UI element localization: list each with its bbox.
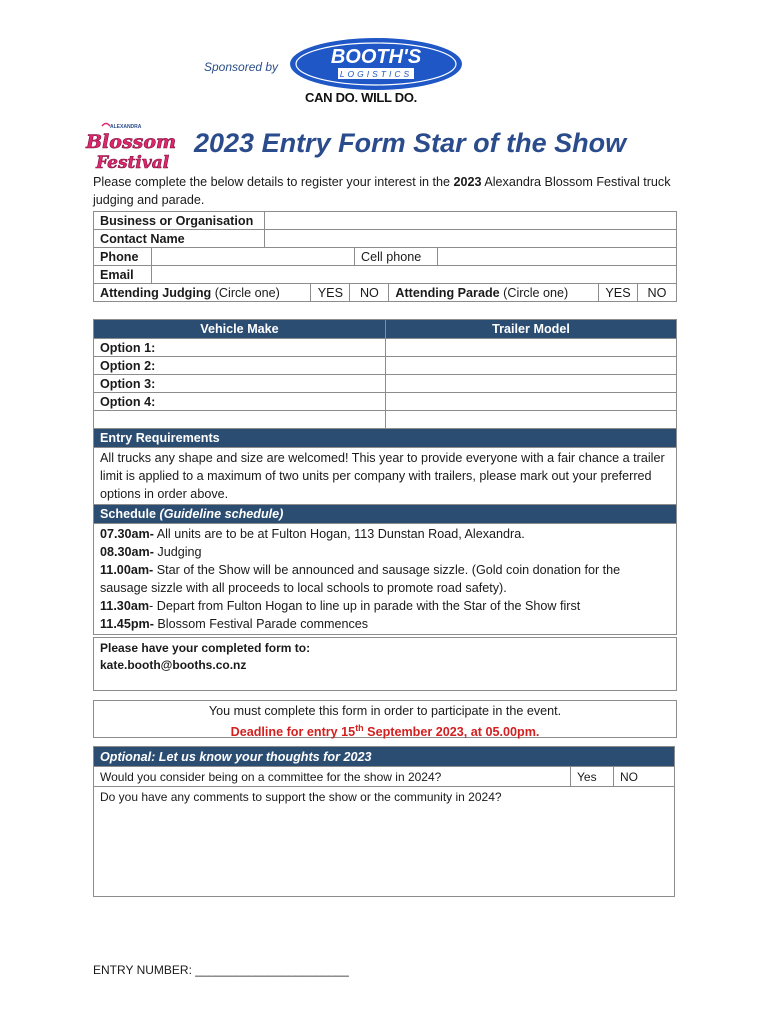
option-4-trailer-field[interactable] bbox=[386, 393, 677, 411]
optional-feedback-table bbox=[93, 746, 675, 897]
cell-phone-field[interactable] bbox=[438, 248, 677, 265]
festival-logo-line2: Festival bbox=[96, 153, 170, 173]
schedule-item: 11.45pm- Blossom Festival Parade commences bbox=[100, 617, 369, 631]
trailer-model-header: Trailer Model bbox=[386, 320, 677, 339]
vehicle-make-header: Vehicle Make bbox=[94, 320, 386, 339]
comments-field[interactable] bbox=[94, 787, 675, 897]
send-form-box bbox=[93, 637, 677, 691]
email-label: Email bbox=[94, 266, 152, 283]
schedule-list bbox=[94, 524, 677, 635]
schedule-heading: Schedule (Guideline schedule) bbox=[94, 505, 677, 524]
attending-parade-label: Attending Parade (Circle one) bbox=[389, 284, 599, 301]
deadline-notice-box bbox=[93, 700, 677, 738]
must-complete-text: You must complete this form in order to participate in the event. bbox=[208, 704, 562, 718]
schedule-item: 11.30am- Depart from Fulton Hogan to line up in parade with the Star of the Show first bbox=[100, 599, 581, 613]
contact-field[interactable] bbox=[265, 230, 677, 248]
option-2-label[interactable]: Option 2: bbox=[94, 357, 386, 375]
option-1-trailer-field[interactable] bbox=[386, 339, 677, 357]
business-field[interactable] bbox=[265, 212, 677, 230]
option-4-label[interactable]: Option 4: bbox=[94, 393, 386, 411]
option-5-trailer-field[interactable] bbox=[386, 411, 677, 429]
schedule-item: 08.30am- Judging bbox=[100, 545, 202, 559]
contact-info-table bbox=[93, 211, 677, 302]
cell-phone-label: Cell phone bbox=[355, 248, 438, 265]
committee-yes-option[interactable]: Yes bbox=[571, 767, 614, 787]
sponsor-tagline: CAN DO. WILL DO. bbox=[305, 90, 417, 105]
attending-judging-label: Attending Judging (Circle one) bbox=[94, 284, 311, 301]
option-3-trailer-field[interactable] bbox=[386, 375, 677, 393]
phone-field[interactable] bbox=[152, 248, 355, 265]
option-5-make-field[interactable] bbox=[94, 411, 386, 429]
sponsored-by-label: Sponsored by bbox=[204, 60, 279, 74]
committee-question: Would you consider being on a committee for the show in 2024? bbox=[94, 767, 571, 787]
schedule-item: 07.30am- All units are to be at Fulton Hogan, 113 Dunstan Road, Alexandra. bbox=[100, 527, 525, 541]
deadline-text: Deadline for entry 15th September 2023, at 05.00pm. bbox=[230, 723, 540, 740]
committee-no-option[interactable]: NO bbox=[614, 767, 675, 787]
parade-no-option[interactable]: NO bbox=[647, 285, 667, 300]
vehicle-options-table bbox=[93, 319, 677, 429]
email-field[interactable] bbox=[152, 266, 677, 283]
schedule-item: 11.00am- Star of the Show will be announced and sausage sizzle. (Gold coin donation for the sausage sizzle with all proceeds to local schools to promote road safety). bbox=[100, 563, 621, 595]
festival-logo-small-text: ALEXANDRA bbox=[110, 124, 142, 130]
send-form-email-link[interactable]: kate.booth@booths.co.nz bbox=[100, 658, 247, 672]
option-1-label[interactable]: Option 1: bbox=[94, 339, 386, 357]
judging-yes-option[interactable]: YES bbox=[311, 284, 350, 301]
option-3-label[interactable]: Option 3: bbox=[94, 375, 386, 393]
comments-question: Do you have any comments to support the show or the community in 2024? bbox=[100, 790, 502, 804]
logistics-logo-text: LOGISTICS bbox=[339, 69, 413, 79]
festival-logo-line1: Blossom bbox=[86, 131, 177, 153]
booths-logo-text: BOOTH'S bbox=[330, 46, 422, 68]
judging-no-option[interactable]: NO bbox=[350, 284, 389, 301]
entry-number-field: ENTRY NUMBER: _______________________ bbox=[93, 963, 349, 977]
option-2-trailer-field[interactable] bbox=[386, 357, 677, 375]
phone-label: Phone bbox=[94, 248, 152, 265]
contact-label: Contact Name bbox=[94, 230, 265, 248]
optional-heading: Optional: Let us know your thoughts for 2023 bbox=[94, 747, 675, 767]
booths-logistics-logo bbox=[288, 36, 464, 92]
business-label: Business or Organisation bbox=[94, 212, 265, 230]
entry-requirements-heading: Entry Requirements bbox=[94, 429, 677, 448]
intro-text: Please complete the below details to register your interest in the 2023 Alexandra Blossom Festival truck judging and parade. bbox=[93, 175, 671, 207]
entry-requirements-text: All trucks any shape and size are welcomed! This year to provide everyone with a fair chance a trailer limit is applied to a maximum of two units per company with trailers, please mark out your preferred options in order above. bbox=[94, 448, 677, 505]
blossom-festival-logo bbox=[80, 118, 186, 178]
send-form-instruction: Please have your completed form to: bbox=[100, 641, 311, 655]
page-title: 2023 Entry Form Star of the Show bbox=[194, 128, 627, 158]
parade-yes-option[interactable]: YES bbox=[599, 284, 638, 301]
requirements-schedule-table bbox=[93, 428, 677, 635]
